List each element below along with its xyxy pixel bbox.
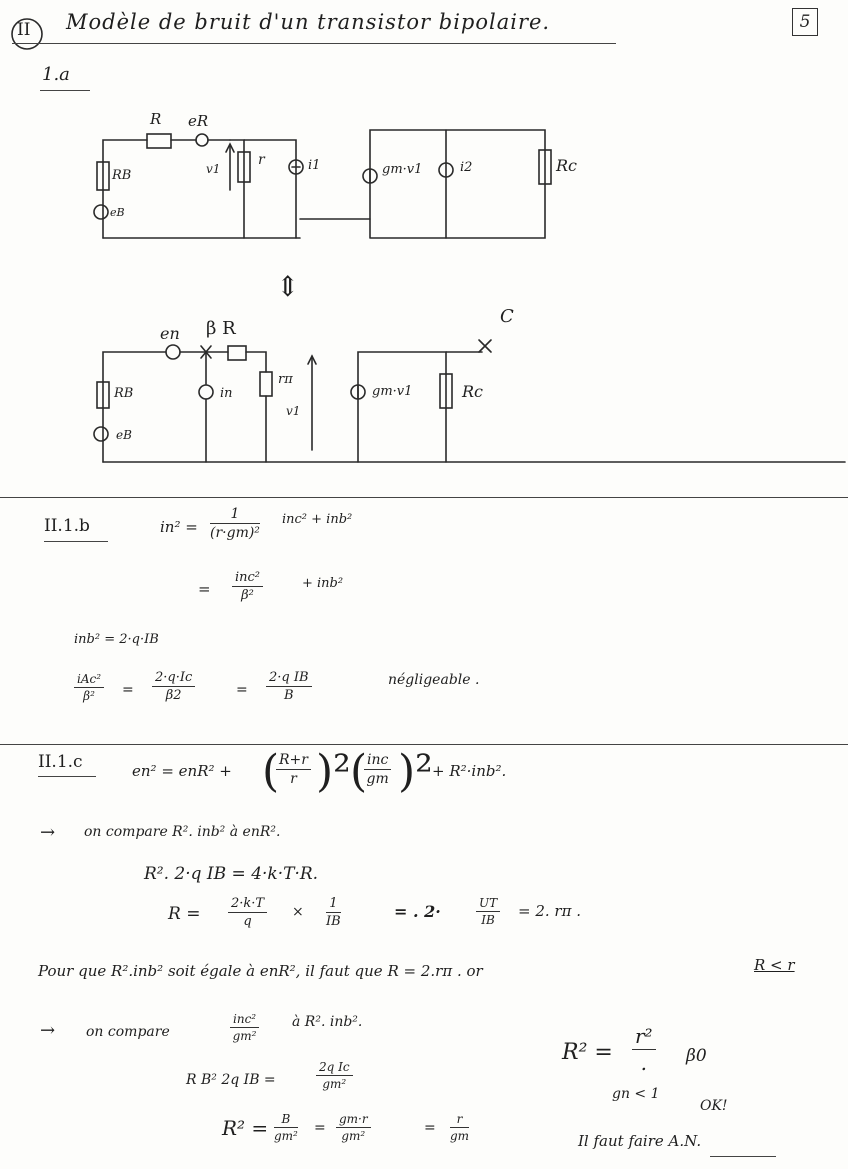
label-RB-top: RB bbox=[112, 168, 132, 183]
label-R-top: R bbox=[150, 110, 162, 128]
eq3c-eq: = . 2· bbox=[394, 902, 441, 921]
eq1b-frac: $\frac{1}{\text{(r·gm)²}}$ bbox=[210, 506, 260, 541]
eq4b-frac3: $\frac{\text{2·q IB}}{B}$ bbox=[266, 670, 312, 703]
eq1c-paren2-close: )² bbox=[398, 746, 433, 797]
part-1a-label: 1.a bbox=[42, 64, 70, 85]
part-1c-label: II.1.c bbox=[38, 752, 83, 772]
eq3c-frac1: $\frac{2\cdot k\cdot T}{q}$ bbox=[228, 896, 267, 929]
eq4b-frac1: iAc² β² bbox=[74, 672, 104, 703]
label-beta-R: β R bbox=[206, 318, 236, 339]
label-i2: i2 bbox=[460, 160, 473, 175]
label-en: en bbox=[160, 324, 180, 343]
label-eR: eR bbox=[188, 112, 209, 130]
label-Rc-top: Rc bbox=[556, 156, 578, 175]
eq5c-lhs: R B² 2q IB = bbox=[186, 1072, 276, 1088]
eq1b-lhs: in² = bbox=[160, 518, 198, 536]
compare2-text: on compare bbox=[86, 1024, 170, 1040]
eq6c-frac2: $\frac{gm\cdot r}{\text{gm²}}$ bbox=[336, 1112, 371, 1143]
separator-2 bbox=[0, 744, 848, 745]
side-condition: gn < 1 bbox=[612, 1086, 660, 1102]
eq1c-paren2-open: ( bbox=[350, 746, 368, 797]
section-number: II bbox=[17, 20, 31, 40]
label-RB-bottom: RB bbox=[114, 386, 134, 401]
side-eq-frac: r² . bbox=[632, 1024, 656, 1075]
label-r-top: r bbox=[258, 152, 265, 168]
label-eB-bottom: eB bbox=[116, 428, 132, 442]
eq6c-frac3: $\frac{r}{gm}$ bbox=[450, 1112, 470, 1143]
part-1b-label: II.1.b bbox=[44, 516, 90, 536]
eq4b-eq2: = bbox=[236, 682, 248, 698]
eq6c-eq: = bbox=[314, 1120, 326, 1136]
pourque-text: Pour que R².inb² soit égale à enR², il faut que R = 2.rπ . or bbox=[38, 962, 483, 980]
eq2b-eq: = bbox=[198, 580, 211, 598]
compare1-text: on compare R². inb² à enR². bbox=[84, 824, 281, 840]
conclusion-underline bbox=[710, 1156, 776, 1157]
eq3c-lhs: R = bbox=[168, 904, 201, 924]
compare1-arrow: → bbox=[40, 822, 56, 843]
eq3c-times: × bbox=[292, 904, 304, 920]
label-i1: i1 bbox=[308, 158, 321, 173]
part-1b-underline bbox=[44, 541, 108, 542]
ok-note: OK! bbox=[700, 1098, 728, 1114]
eq1c-paren1-open: ( bbox=[262, 746, 280, 797]
eq3c-frac2: $\frac{1}{IB}$ bbox=[326, 896, 341, 929]
eq4b-note: négligeable . bbox=[388, 672, 480, 688]
conclusion: Il faut faire A.N. bbox=[578, 1132, 702, 1150]
compare2-frac: inc² gm² bbox=[230, 1012, 259, 1043]
label-eB-top: eB bbox=[110, 206, 125, 219]
label-Rc-bottom: Rc bbox=[462, 382, 484, 401]
eq1c-frac1: $\frac{R+r}{r}$ bbox=[276, 752, 311, 787]
eq2c: R². 2·q IB = 4·k·T·R. bbox=[144, 864, 319, 884]
pourque-condition: R < r bbox=[754, 956, 795, 974]
eq1c-lhs: en² = enR² + bbox=[132, 762, 232, 780]
label-gm-v1-top: gm·v1 bbox=[382, 162, 423, 177]
side-eq-lhs: R² = bbox=[562, 1040, 613, 1065]
eq3b: inb² = 2·q·IB bbox=[74, 632, 159, 647]
label-in: in bbox=[220, 386, 233, 401]
eq5c-frac: $\frac{\text{2q Ic}}{\text{gm²}}$ bbox=[316, 1060, 353, 1091]
label-v1-bottom: v1 bbox=[286, 404, 301, 418]
eq4b-eq: = bbox=[122, 682, 134, 698]
equivalence-symbol: ⇕ bbox=[276, 270, 300, 303]
label-rpi: rπ bbox=[278, 372, 293, 387]
side-eq-rest: β0 bbox=[686, 1046, 707, 1066]
eq1b-rest: inc² + inb² bbox=[282, 512, 353, 527]
eq4b-frac2: $\frac{2\cdot q\cdot Ic}{\beta 2}$ bbox=[152, 670, 195, 703]
separator-1 bbox=[0, 497, 848, 498]
eq1c-frac2: inc gm bbox=[364, 752, 391, 787]
eq2b-rest: + inb² bbox=[302, 576, 344, 591]
eq3c-frac3: $\frac{UT}{IB}$ bbox=[476, 896, 500, 927]
eq3c-rest: = 2. rπ . bbox=[518, 902, 581, 920]
eq6c-lhs: R² = bbox=[222, 1116, 269, 1140]
page-title: Modèle de bruit d'un transistor bipolaire. bbox=[66, 10, 551, 34]
compare2-rest: à R². inb². bbox=[292, 1014, 363, 1030]
circuit-diagram-bottom bbox=[0, 0, 848, 480]
eq1c-rest: + R²·inb². bbox=[432, 762, 507, 780]
compare2-arrow: → bbox=[40, 1020, 56, 1041]
label-gm-v1-bottom: gm·v1 bbox=[372, 384, 413, 399]
eq6c-frac1: $\frac{B}{\text{gm²}}$ bbox=[274, 1112, 298, 1143]
eq2b-frac: inc² β² bbox=[232, 570, 263, 603]
label-C: C bbox=[500, 306, 514, 327]
eq1c-paren1-close: )² bbox=[316, 746, 351, 797]
part-1c-underline bbox=[38, 776, 96, 777]
page-number: 5 bbox=[792, 8, 818, 36]
eq6c-eq2: = bbox=[424, 1120, 436, 1136]
label-v1-top: v1 bbox=[206, 162, 221, 176]
